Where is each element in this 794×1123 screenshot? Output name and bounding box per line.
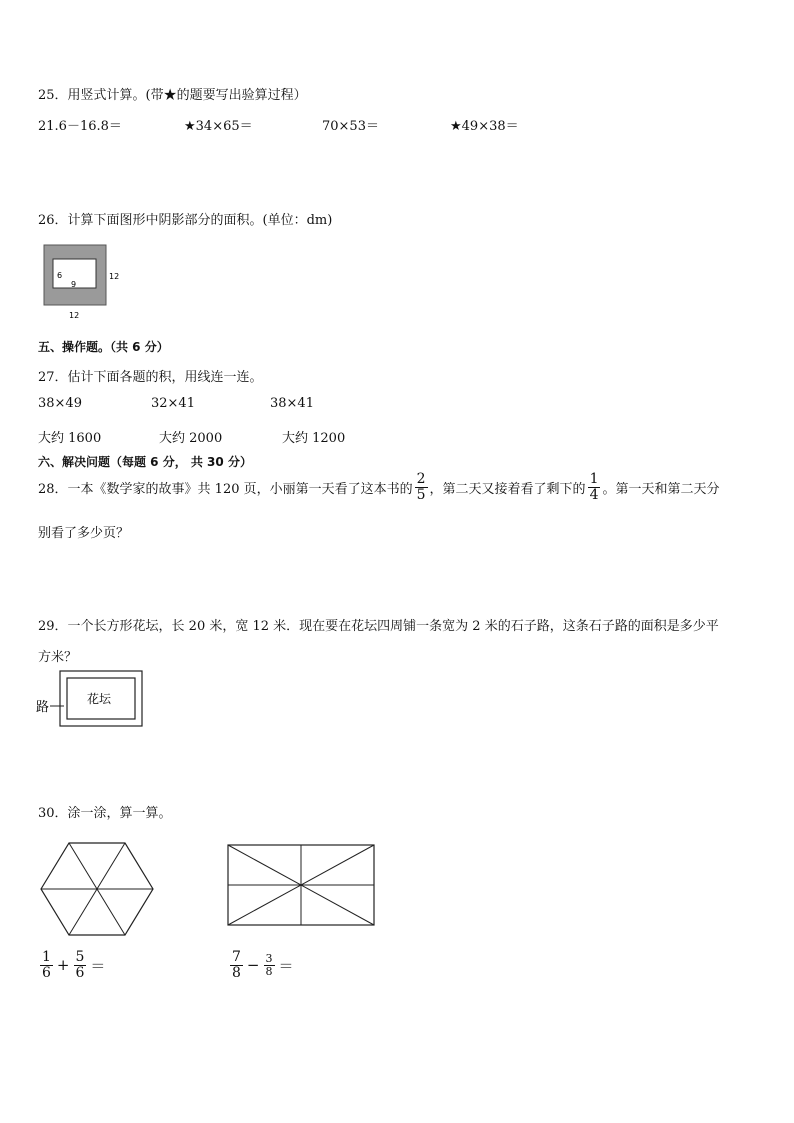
q28-text-part-2: ，第二天又接着看了剩下的 (429, 481, 586, 497)
rectangle-figure (226, 843, 378, 929)
q25-item-4: ★49×38＝ (450, 119, 519, 134)
q29-flowerbed-figure (34, 668, 146, 730)
fraction-denominator: 8 (232, 964, 241, 981)
q26-shaded-square-figure (40, 242, 130, 322)
equals-sign: ＝ (90, 956, 106, 975)
fraction (230, 950, 243, 980)
q28-fraction-two-fifths (415, 472, 428, 502)
q28-fraction-one-quarter (588, 472, 601, 502)
q27-product-2: 32×41 (151, 396, 195, 411)
q25-item-1: 21.6－16.8＝ (38, 119, 122, 134)
equals-sign: ＝ (278, 956, 294, 975)
plus-sign: + (56, 956, 70, 975)
q27-estimate-1: 大约 1600 (38, 431, 102, 446)
q27-product-1: 38×49 (38, 396, 82, 411)
q30-title: 30．涂一涂，算一算。 (38, 806, 172, 821)
fraction-numerator: 1 (42, 949, 51, 965)
flowerbed-label: 花坛 (87, 692, 112, 706)
q27-title: 27．估计下面各题的积，用线连一连。 (38, 370, 263, 385)
inner-width-label: 9 (71, 280, 77, 289)
fraction (264, 953, 275, 977)
q29-line-2: 方米？ (38, 650, 78, 665)
q28-text-part-1: 28．一本《数学家的故事》共 120 页，小丽第一天看了这本书的 (38, 481, 413, 497)
q25-item-3: 70×53＝ (322, 119, 379, 134)
hexagon-figure (38, 840, 156, 938)
q25-item-2: ★34×65＝ (184, 119, 253, 134)
q30-expression-2 (228, 950, 296, 980)
fraction (40, 950, 53, 980)
q30-expression-1 (38, 950, 107, 980)
fraction-denominator: 6 (42, 964, 51, 981)
q27-estimate-2: 大约 2000 (159, 431, 223, 446)
fraction-numerator: 7 (232, 949, 241, 965)
q29-line-1: 29．一个长方形花坛，长 20 米，宽 12 米．现在要在花坛四周铺一条宽为 2 米的石子路，这条石子路的面积是多少平 (38, 619, 719, 634)
fraction-denominator: 6 (75, 964, 85, 981)
q27-product-3: 38×41 (270, 396, 314, 411)
q28-text-part-3: 。第一天和第二天分 (602, 481, 720, 497)
fraction-denominator: 5 (416, 486, 426, 503)
fraction-numerator: 1 (589, 471, 599, 487)
fraction-numerator: 2 (416, 471, 426, 487)
fraction-denominator: 4 (589, 486, 599, 503)
fraction (74, 950, 87, 980)
section-5-heading: 五、操作题。（共 6 分） (38, 340, 169, 354)
section-6-heading: 六、解决问题（每题 6 分， 共 30 分） (38, 455, 252, 469)
road-label: 路 (36, 700, 50, 715)
q28-line-2: 别看了多少页？ (38, 526, 130, 541)
outer-height-label: 12 (109, 272, 120, 281)
q28-line-1 (38, 472, 720, 502)
q26-title: 26．计算下面图形中阴影部分的面积。(单位：dm) (38, 213, 333, 228)
fraction-denominator: 8 (265, 964, 273, 978)
q25-title: 25．用竖式计算。(带★的题要写出验算过程） (38, 88, 307, 103)
q27-estimate-3: 大约 1200 (282, 431, 346, 446)
fraction-numerator: 5 (75, 949, 85, 965)
outer-width-label: 12 (69, 311, 80, 320)
fraction-numerator: 3 (265, 952, 273, 966)
minus-sign: − (246, 956, 260, 975)
inner-height-label: 6 (57, 271, 63, 280)
